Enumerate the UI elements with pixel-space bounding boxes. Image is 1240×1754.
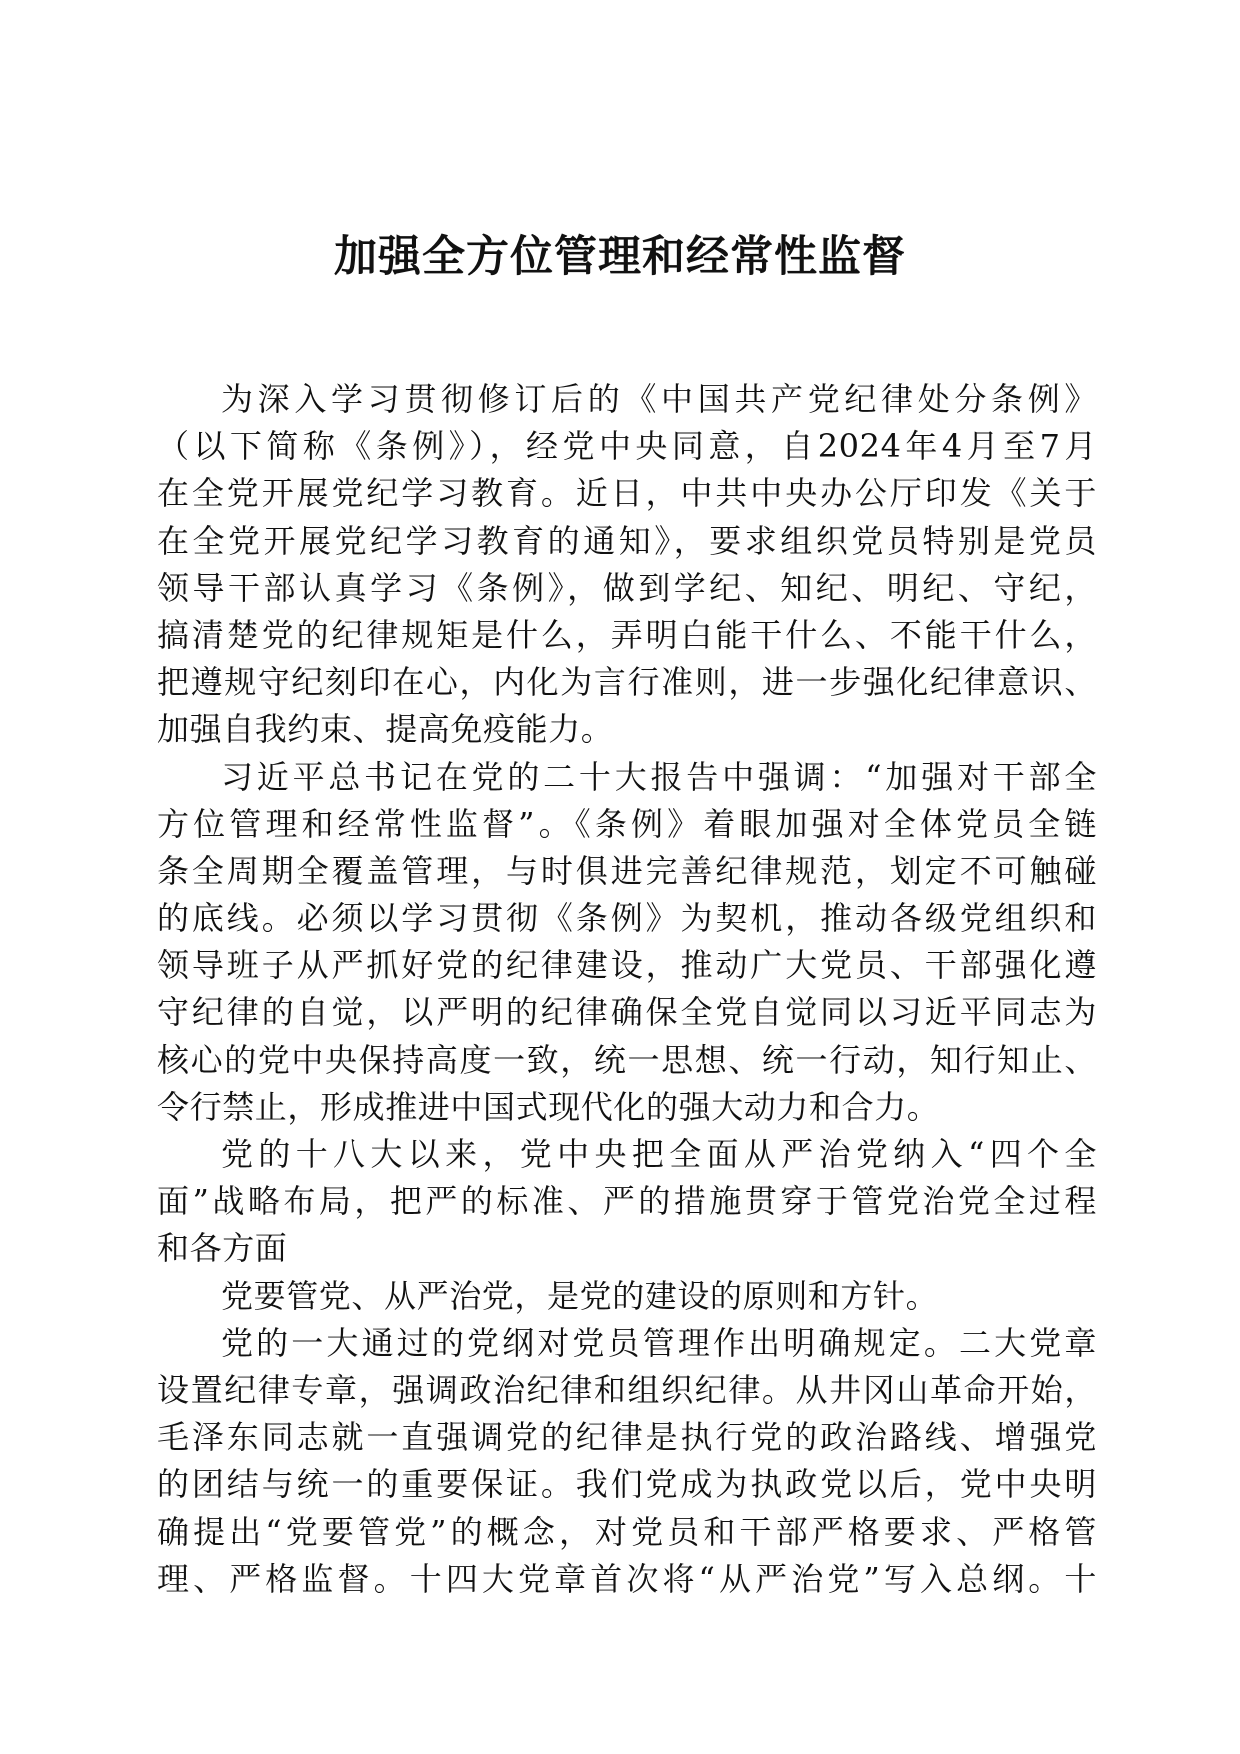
text-line: 把遵规守纪刻印在心，内化为言行准则，进一步强化纪律意识、: [157, 663, 1097, 702]
text-line: 领导班子从严抓好党的纪律建设，推动广大党员、干部强化遵: [157, 946, 1097, 985]
text-line: 设置纪律专章，强调政治纪律和组织纪律。从井冈山革命开始，: [157, 1370, 1097, 1409]
text-line: 毛泽东同志就一直强调党的纪律是执行党的政治路线、增强党: [157, 1418, 1097, 1457]
text-line: 理、严格监督。十四大党章首次将“从严治党”写入总纲。十: [157, 1559, 1097, 1598]
document-body: [157, 376, 1097, 1603]
text-line: 确提出“党要管党”的概念，对党员和干部严格要求、严格管: [157, 1512, 1097, 1551]
paragraph: [157, 376, 1097, 754]
text-line: 在全党开展党纪学习教育。近日，中共中央办公厅印发《关于: [157, 474, 1097, 513]
text-line: 党的一大通过的党纲对党员管理作出明确规定。二大党章: [221, 1323, 1097, 1362]
text-line: 方位管理和经常性监督”。《条例》着眼加强对全体党员全链: [157, 804, 1097, 843]
document-title: 加强全方位管理和经常性监督: [334, 232, 906, 282]
text-line: 面”战略布局，把严的标准、严的措施贯穿于管党治党全过程: [157, 1182, 1097, 1221]
text-line: 习近平总书记在党的二十大报告中强调：“加强对干部全: [221, 757, 1097, 796]
text-line: 条全周期全覆盖管理，与时俱进完善纪律规范，划定不可触碰: [157, 851, 1097, 890]
text-line: 为深入学习贯彻修订后的《中国共产党纪律处分条例》: [221, 380, 1097, 418]
text-line: 和各方面: [157, 1229, 288, 1268]
text-line: 领导干部认真学习《条例》，做到学纪、知纪、明纪、守纪，: [157, 568, 1097, 607]
paragraph: [157, 754, 1097, 1132]
text-line: 的底线。必须以学习贯彻《条例》为契机，推动各级党组织和: [157, 899, 1097, 938]
text-line: 搞清楚党的纪律规矩是什么，弄明白能干什么、不能干什么，: [157, 615, 1097, 654]
paragraph: [157, 1131, 1097, 1273]
text-line: 令行禁止，形成推进中国式现代化的强大动力和合力。: [157, 1087, 940, 1126]
text-line: 核心的党中央保持高度一致，统一思想、统一行动，知行知止、: [157, 1040, 1097, 1079]
text-line: 党要管党、从严治党，是党的建设的原则和方针。: [221, 1276, 939, 1315]
text-line: 加强自我约束、提高免疫能力。: [157, 710, 614, 749]
text-line: 的团结与统一的重要保证。我们党成为执政党以后，党中央明: [157, 1465, 1097, 1504]
text-line: 在全党开展党纪学习教育的通知》，要求组织党员特别是党员: [157, 521, 1097, 560]
text-line: 守纪律的自觉，以严明的纪律确保全党自觉同以习近平同志为: [157, 993, 1097, 1032]
paragraph: [157, 1273, 1097, 1320]
text-line: 党的十八大以来，党中央把全面从严治党纳入“四个全: [221, 1135, 1097, 1173]
text-line: （以下简称《条例》），经党中央同意，自2024年4月至7月: [157, 427, 1097, 466]
paragraph: [157, 1320, 1097, 1603]
